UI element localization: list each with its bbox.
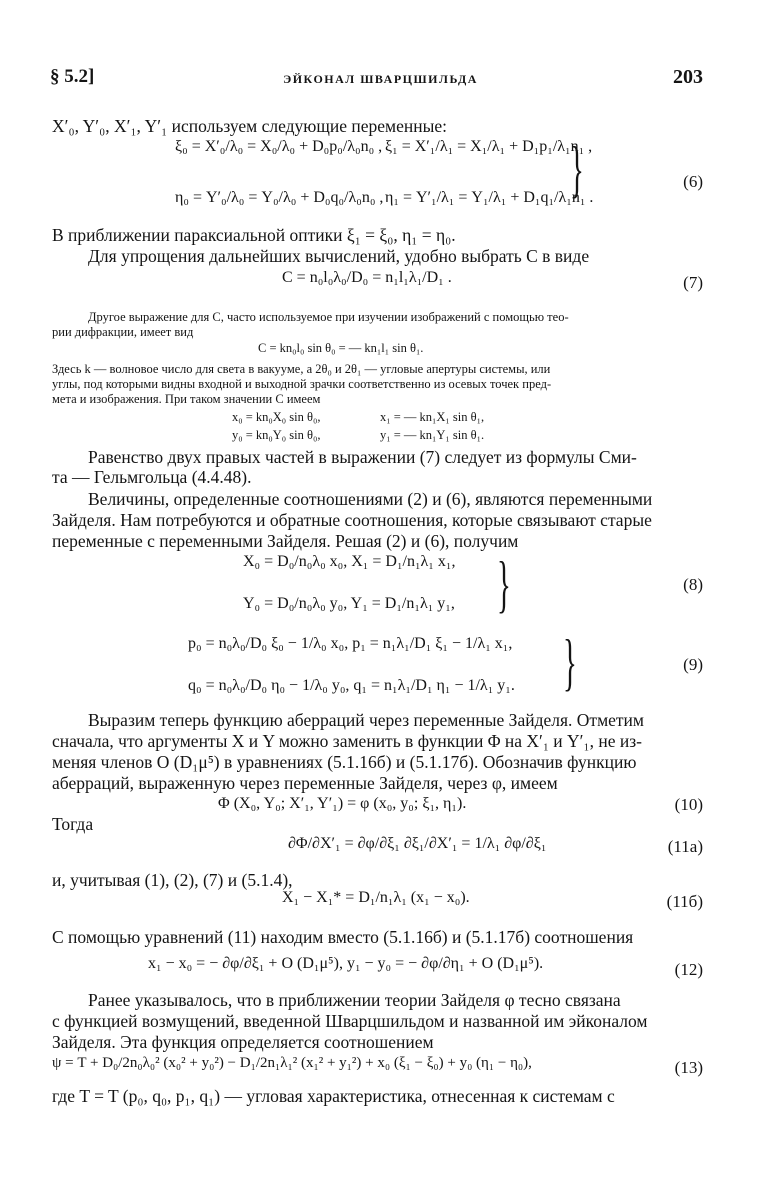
equation-number: (13)	[674, 1058, 703, 1077]
equation-number: (12)	[674, 960, 703, 979]
text-line: Равенство двух правых частей в выражении (7) следует из формулы Сми-	[88, 447, 637, 467]
equation-number: (11б)	[666, 892, 703, 911]
text-line: с функцией возмущений, введенной Шварцшильдом и названной им эйконалом	[52, 1011, 648, 1031]
text-line: где T = T (p₀, q₀, p₁, q₁) — угловая характеристика, отнесенная к системам с	[52, 1086, 615, 1106]
equation-11a: ∂Φ/∂X′₁ = ∂φ/∂ξ₁ ∂ξ₁/∂X′₁ = 1/λ₁ ∂φ/∂ξ₁	[288, 835, 547, 852]
text-line: Величины, определенные соотношениями (2) и (6), являются переменными	[88, 489, 653, 509]
equation-12: x₁ − x₀ = − ∂φ/∂ξ₁ + O (D₁μ⁵), y₁ − y₀ = − ∂φ/∂η₁ + O (D₁μ⁵).	[148, 955, 544, 972]
equation-number: (6)	[683, 172, 703, 191]
equation-6-row-2-left: η₀ = Y′₀/λ₀ = Y₀/λ₀ + D₀q₀/λ₀n₀ ,	[175, 189, 384, 206]
text-line: В приближении параксиальной оптики ξ₁ = ξ₀, η₁ = η₀.	[52, 225, 456, 245]
note-line: мета и изображения. При таком значении C имеем	[52, 392, 321, 406]
equation-6-row-1-right: ξ₁ = X′₁/λ₁ = X₁/λ₁ + D₁p₁/λ₁n₁ ,	[385, 138, 593, 155]
section-marker: § 5.2]	[50, 66, 95, 87]
note-equation: x₁ = — kn₁X₁ sin θ₁,	[380, 410, 485, 424]
text-line: Для упрощения дальнейших вычислений, удобно выбрать C в виде	[88, 246, 590, 266]
text-line: сначала, что аргументы X и Y можно заменить в функции Φ на X′₁ и Y′₁, не из-	[52, 731, 642, 751]
text-line: Зайделя. Эта функция определяется соотношением	[52, 1032, 434, 1052]
equation-11b: X₁ − X₁* = D₁/n₁λ₁ (x₁ − x₀).	[282, 889, 470, 906]
note-equation: C = kn₀l₀ sin θ₀ = — kn₁l₁ sin θ₁.	[258, 341, 424, 355]
text-line: С помощью уравнений (11) находим вместо (5.1.16б) и (5.1.17б) соотношения	[52, 927, 634, 947]
text-line: Выразим теперь функцию аберраций через переменные Зайделя. Отметим	[88, 710, 645, 730]
text-line: меняя членов O (D₁μ⁵) в уравнениях (5.1.16б) и (5.1.17б). Обозначив функцию	[52, 752, 637, 772]
equation-10: Φ (X₀, Y₀; X′₁, Y′₁) = φ (x₀, y₀; ξ₁, η₁).	[218, 795, 467, 812]
right-brace: }	[563, 626, 577, 697]
page-number: 203	[673, 66, 703, 88]
note-line: углы, под которыми видны входной и выходной зрачки соответственно из осевых точек пред-	[52, 377, 552, 391]
equation-6-row-1-left: ξ₀ = X′₀/λ₀ = X₀/λ₀ + D₀p₀/λ₀n₀ ,	[175, 138, 383, 155]
text-line: Ранее указывалось, что в приближении теории Зайделя φ тесно связана	[88, 990, 621, 1010]
text-line: и, учитывая (1), (2), (7) и (5.1.4),	[52, 870, 293, 890]
text-line: Тогда	[52, 814, 94, 834]
text-line: та — Гельмгольца (4.4.48).	[52, 467, 252, 487]
equation-number: (11a)	[667, 837, 703, 856]
note-line: Другое выражение для C, часто используемое при изучении изображений с помощью тео-	[88, 310, 569, 324]
text-line: переменные с переменными Зайделя. Решая (2) и (6), получим	[52, 531, 519, 551]
equation-6-row-2-right: η₁ = Y′₁/λ₁ = Y₁/λ₁ + D₁q₁/λ₁n₁ .	[385, 189, 594, 206]
text-line: аберраций, выраженную через переменные Зайделя, через φ, имеем	[52, 773, 558, 793]
equation-13: ψ = T + D₀/2n₀λ₀² (x₀² + y₀²) − D₁/2n₁λ₁² (x₁² + y₁²) + x₀ (ξ₁ − ξ₀) + y₀ (η₁ − η₀),	[52, 1055, 532, 1071]
right-brace: }	[497, 548, 511, 619]
right-brace: }	[570, 133, 584, 204]
text-line: X′₀, Y′₀, X′₁, Y′₁ используем следующие переменные:	[52, 116, 447, 136]
equation-9-row-2: q₀ = n₀λ₀/D₀ η₀ − 1/λ₀ y₀, q₁ = n₁λ₁/D₁ η₁ − 1/λ₁ y₁.	[188, 677, 515, 694]
equation-number: (8)	[683, 575, 703, 594]
note-line: рии дифракции, имеет вид	[52, 325, 194, 339]
note-equation: y₁ = — kn₁Y₁ sin θ₁.	[380, 428, 485, 442]
text-line: Зайделя. Нам потребуются и обратные соотношения, которые связывают старые	[52, 510, 652, 530]
equation-9-row-1: p₀ = n₀λ₀/D₀ ξ₀ − 1/λ₀ x₀, p₁ = n₁λ₁/D₁ ξ₁ − 1/λ₁ x₁,	[188, 635, 513, 652]
equation-number: (10)	[674, 795, 703, 814]
equation-8-row-1: X₀ = D₀/n₀λ₀ x₀, X₁ = D₁/n₁λ₁ x₁,	[243, 553, 456, 570]
equation-8-row-2: Y₀ = D₀/n₀λ₀ y₀, Y₁ = D₁/n₁λ₁ y₁,	[243, 595, 455, 612]
note-line: Здесь k — волновое число для света в вакууме, а 2θ₀ и 2θ₁ — угловые апертуры системы, или	[52, 362, 551, 376]
note-equation: y₀ = kn₀Y₀ sin θ₀,	[232, 428, 321, 442]
note-equation: x₀ = kn₀X₀ sin θ₀,	[232, 410, 321, 424]
running-title: ЭЙКОНАЛ ШВАРЦШИЛЬДА	[283, 72, 478, 86]
equation-number: (7)	[683, 273, 703, 292]
equation-7: C = n₀l₀λ₀/D₀ = n₁l₁λ₁/D₁ .	[282, 269, 452, 286]
equation-number: (9)	[683, 655, 703, 674]
